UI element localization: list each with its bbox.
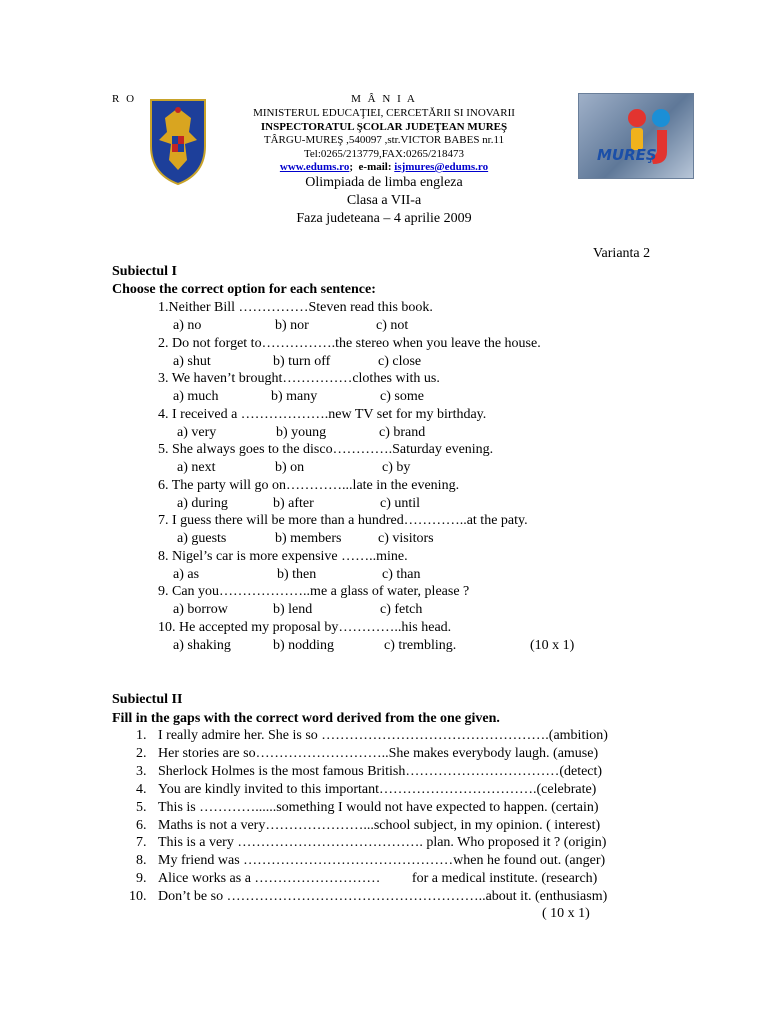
question-text: 2. Do not forget to…………….the stereo when you leave the house. bbox=[158, 335, 541, 351]
option-a: a) shut bbox=[173, 353, 211, 369]
option-a: a) shaking bbox=[173, 637, 231, 653]
item-number: 6. bbox=[136, 817, 147, 833]
item-number: 4. bbox=[136, 781, 147, 797]
phone-fax: Tel:0265/213779,FAX:0265/218473 bbox=[303, 148, 465, 160]
subject1-score: (10 x 1) bbox=[530, 637, 575, 653]
item-number: 7. bbox=[136, 835, 147, 851]
question-text: 10. He accepted my proposal by…………..his head. bbox=[158, 619, 452, 635]
item-number: 10. bbox=[129, 889, 147, 905]
email-label: ; e-mail: bbox=[349, 161, 392, 173]
item-text: This is …………......something I would not have expected to happen. (certain) bbox=[158, 799, 599, 815]
option-b: b) many bbox=[271, 389, 318, 404]
option-c: c) visitors bbox=[378, 531, 434, 546]
option-b: b) members bbox=[275, 531, 342, 546]
item-text: Maths is not a very…………………...school subject, in my opinion. ( interest) bbox=[158, 817, 601, 833]
question-text: 5. She always goes to the disco………….Saturday evening. bbox=[158, 442, 494, 457]
logo-text: MUREŞ bbox=[597, 146, 657, 164]
subject2-score: ( 10 x 1) bbox=[542, 906, 590, 921]
inspectorate-name: INSPECTORATUL ŞCOLAR JUDEŢEAN MUREŞ bbox=[260, 121, 508, 133]
option-c: c) close bbox=[378, 353, 422, 369]
item-text: I really admire her. She is so ………………………………………….(ambition) bbox=[158, 728, 608, 743]
item-number: 3. bbox=[136, 763, 147, 779]
question-text: 7. I guess there will be more than a hundred…………..at the paty. bbox=[158, 513, 528, 528]
item-number: 1. bbox=[136, 728, 147, 743]
option-a: a) guests bbox=[177, 531, 227, 546]
option-a: a) much bbox=[173, 389, 219, 404]
option-b: b) nodding bbox=[273, 637, 335, 653]
option-c: c) brand bbox=[379, 424, 426, 440]
item-number: 9. bbox=[136, 871, 147, 887]
question-text: 4. I received a ……………….new TV set for my birthday. bbox=[158, 406, 487, 422]
item-text: You are kindly invited to this important…………………………….(celebrate) bbox=[158, 781, 597, 797]
option-b: b) after bbox=[273, 495, 314, 511]
item-number: 8. bbox=[136, 853, 147, 869]
subject1-instruction: Choose the correct option for each sentence: bbox=[112, 282, 376, 297]
item-text: Don’t be so ………………………………………………..about it. (enthusiasm) bbox=[158, 889, 608, 905]
phase-title: Faza judeteana – 4 aprilie 2009 bbox=[296, 211, 472, 226]
option-c: c) trembling. bbox=[384, 637, 457, 653]
option-c: c) than bbox=[382, 566, 421, 582]
option-c: c) by bbox=[382, 460, 411, 475]
option-b: b) lend bbox=[273, 602, 313, 617]
question-text: 6. The party will go on…………...late in the evening. bbox=[158, 477, 460, 493]
option-c: c) until bbox=[380, 495, 421, 511]
option-c: c) some bbox=[380, 389, 424, 404]
subject2-heading: Subiectul II bbox=[112, 692, 183, 707]
logo-graphic-icon bbox=[579, 94, 693, 178]
item-text: Her stories are so………………………..She makes everybody laugh. (amuse) bbox=[158, 745, 599, 761]
address: TÂRGU-MUREŞ ,540097 ,str.VICTOR BABES nr.11 bbox=[263, 134, 505, 146]
website-link[interactable]: www.edums.ro bbox=[279, 161, 350, 173]
option-b: b) turn off bbox=[273, 353, 331, 369]
item-number: 5. bbox=[136, 799, 147, 815]
mures-logo bbox=[578, 93, 694, 179]
option-c: c) fetch bbox=[380, 602, 423, 617]
ministry-name: MINISTERUL EDUCAŢIEI, CERCETĂRII SI INOVARII bbox=[253, 107, 515, 119]
option-a: a) no bbox=[173, 318, 202, 333]
subject1-heading: Subiectul I bbox=[112, 264, 177, 279]
option-a: a) next bbox=[177, 460, 216, 475]
item-text: Alice works as a ……………………… for a medical institute. (research) bbox=[158, 871, 598, 887]
country-prefix: R O bbox=[112, 93, 137, 105]
option-b: b) nor bbox=[275, 318, 309, 333]
question-text: 1.Neither Bill ……………Steven read this book. bbox=[158, 300, 433, 315]
class-title: Clasa a VII-a bbox=[346, 193, 422, 208]
option-a: a) during bbox=[177, 495, 228, 511]
option-a: a) as bbox=[173, 566, 200, 582]
option-c: c) not bbox=[376, 318, 409, 333]
option-b: b) on bbox=[275, 460, 305, 475]
item-text: My friend was ………………………………………when he found out. (anger) bbox=[158, 853, 606, 869]
subject2-instruction: Fill in the gaps with the correct word derived from the one given. bbox=[112, 711, 500, 726]
option-b: b) then bbox=[277, 566, 317, 582]
item-number: 2. bbox=[136, 745, 147, 761]
option-a: a) borrow bbox=[173, 602, 228, 617]
question-text: 3. We haven’t brought……………clothes with us. bbox=[158, 371, 440, 386]
option-b: b) young bbox=[276, 424, 327, 440]
email-link[interactable]: isjmures@edums.ro bbox=[394, 161, 489, 173]
question-text: 8. Nigel’s car is more expensive ……..mine. bbox=[158, 548, 408, 564]
variant-label: Varianta 2 bbox=[593, 246, 651, 261]
olympiad-title: Olimpiada de limba engleza bbox=[305, 175, 463, 190]
country-suffix: M Â N I A bbox=[351, 93, 417, 105]
item-text: This is a very …………………………………. plan. Who proposed it ? (origin) bbox=[158, 835, 607, 851]
question-text: 9. Can you………………..me a glass of water, please ? bbox=[158, 584, 470, 599]
option-a: a) very bbox=[177, 424, 217, 440]
item-text: Sherlock Holmes is the most famous British……………………………(detect) bbox=[158, 763, 603, 779]
